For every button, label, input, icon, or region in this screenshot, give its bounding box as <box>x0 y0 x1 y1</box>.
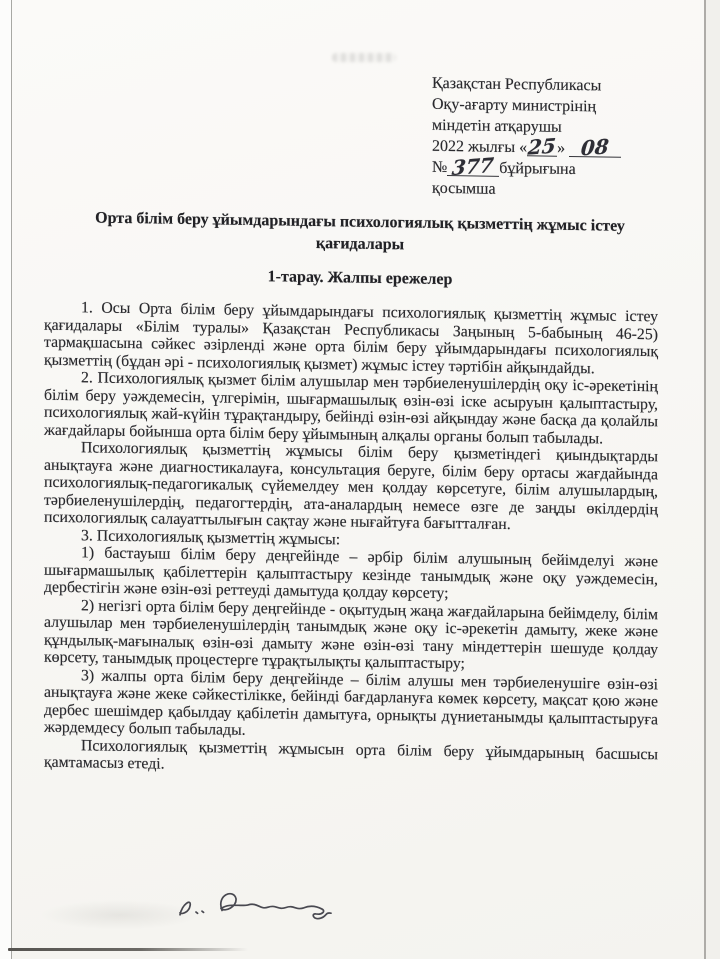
paragraph-5: 1) бастауыш білім беру деңгейінде – әрбір білім алушының бейімделуі және шығармашылық қабілеттерін қалыптастыру кезінде танымдық және оқу уәждемесін, дербестігін және өзін-өзі реттеуді дамытуда қолдау көрсету; <box>44 544 658 603</box>
paragraph-8: Психологиялық қызметтің жұмысын орта білім беру ұйымдарының басшысы қамтамасыз етеді. <box>44 736 658 773</box>
handwritten-month: 08 <box>580 134 610 161</box>
order-number-sign: № <box>432 158 448 177</box>
header-line-acting: міндетін атқарушы <box>432 116 562 136</box>
paragraph-3: Психологиялық қызметтің жұмысы білім беру қызметіндегі қиындықтарды анықтауға және диагностикалауға, консультация беруге, білім беру ортасы жағдайында психологиялық-педагогикалық сүйемелдеу мен қолдау көрсетуге, білім алушылардың, тәрбиеленушілердің, педагогтердің, ата-аналардың немесе өзге де заңды өкілдердің психологиялық салауаттылығын сақтау және нығайтуға бағытталған. <box>44 439 658 534</box>
header-line-order-number <box>432 152 680 182</box>
date-prefix: 2022 жылғы « <box>432 137 528 157</box>
paragraph-1: 1. Осы Орта білім беру ұйымдарындағы психологиялық қызметтің жұмыс істеу қағидалары «Білім туралы» Қазақстан Республикасы Заңының 5-бабының 46-25) тармақшасына сәйкес әзірленді және орта білім беру ұйымдарындағы психологиялық қызметтің (бұдан әрі - психологиялық қызмет) жұмыс істеу тәртібін айқындайды. <box>44 299 658 377</box>
document-body <box>44 299 658 781</box>
order-word: бұйрығына <box>499 159 576 179</box>
header-line-country: Қазақстан Республикасы <box>432 74 602 95</box>
handwritten-signature-icon <box>168 885 338 938</box>
date-close-quote: » <box>557 139 566 157</box>
paragraph-6: 2) негізгі орта білім беру деңгейінде - оқытудың жаңа жағдайларына бейімделу, білім алушылар мен тәрбиеленушілердің танымдық және оқу іс-әрекетін дамыту, жеке және құндылық-мағыналық өзін-өзі дамыту және өзін-өзі тану міндеттерін шешуде қолдау көрсету, танымдық процестерге тұрақтылықты қалыптастыру; <box>44 596 658 673</box>
approval-header-block <box>432 73 680 203</box>
document-title: Орта білім беру ұйымдарындағы психологиялық қызметтің жұмыс істеу қағидалары <box>95 209 625 254</box>
paragraph-7: 3) жалпы орта білім беру деңгейінде – білім алушы мен тәрбиеленушіге өзін-өзі анықтауға және жеке сәйкестілікке, бейінді бағдарлануға көмек көрсету, мақсат қою және дербес шешімдер қабылдау қабілетін дамытуға, орнықты дүниетанымды қалыптастыруға жәрдемдесу болып табылады. <box>44 666 658 739</box>
paragraph-4: 3. Психологиялық қызметтің жұмысы: <box>81 526 341 548</box>
date-day-underline <box>527 133 557 160</box>
paragraph-2: 2. Психологиялық қызмет білім алушылар мен тәрбиеленушілердің оқу іс-әрекетінің білім беру уәждемесін, үлгерімін, шығармашылық өзін-өзі іске асыруын қалыптастыру, психологиялық жай-күйін тұрақтандыру, бейінді өзін-өзі айқындау және басқа да қолайлы жағдайлары бойынша орта білім беру ұйымының алқалы органы болып табылады. <box>44 369 658 447</box>
signature-block <box>168 885 338 938</box>
handwritten-order-number: 377 <box>451 152 496 181</box>
chapter-heading: 1-тарау. Жалпы ережелер <box>267 268 453 289</box>
date-month-underline <box>569 134 621 161</box>
header-line-annex: қосымша <box>432 179 496 198</box>
header-line-ministry: Оқу-ағарту министрінің <box>432 95 597 116</box>
order-number-underline <box>447 152 499 181</box>
handwritten-day: 25 <box>527 133 557 160</box>
